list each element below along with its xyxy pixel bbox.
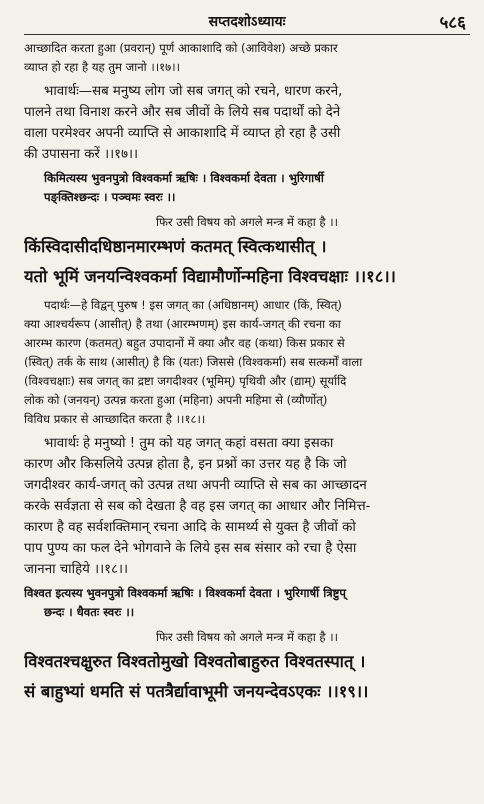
text-line: किमित्यस्य भुवनपुत्रो विश्वकर्मा ऋषिः । विश्वकर्मा देवता । भुरिगार्षी bbox=[44, 171, 324, 185]
text-line: जानना चाहिये ।।१८।। bbox=[24, 562, 129, 577]
text-line: विविध प्रकार से आच्छादित करता है ।।१८।। bbox=[24, 412, 206, 426]
text-line: कारण है वह सर्वशक्तिमान् रचना आदि के सामर्थ्य से युक्त है जीवों को bbox=[24, 520, 356, 535]
text-line: कारण और किसलिये उत्पन्न होता है, इन प्रश्नों का उत्तर यह है कि जो bbox=[24, 457, 347, 472]
mantra-line: यतो भूमिं जनयन्विश्वकर्मा विद्यामौर्णोन्महिना विश्वचक्षाः ।।१८।। bbox=[24, 267, 396, 286]
text-line: पालने तथा विनाश करने और सब जीवों के लिये सब पदार्थों को देने bbox=[24, 105, 341, 120]
text-line: भावार्थः—सब मनुष्य लोग जो सब जगत् को रचने, धारण करने, bbox=[44, 84, 343, 99]
bhavarth-18 bbox=[24, 433, 470, 580]
chapter-title: सप्तदशोऽध्यायः bbox=[208, 14, 286, 30]
mantra-line: विश्वतश्चक्षुरुत विश्वतोमुखो विश्वतोबाहुरुत विश्वतस्पात् । bbox=[24, 652, 366, 671]
page-header bbox=[24, 6, 470, 35]
mantra-intro-19: फिर उसी विषय को अगले मन्त्र में कहा है ।। bbox=[155, 630, 339, 644]
padarth-18 bbox=[24, 296, 470, 429]
text-line: की उपासना करें ।।१७।। bbox=[24, 147, 139, 162]
bhavarth-17 bbox=[24, 81, 470, 165]
text-line: आरम्भ कारण (कतमत्) बहुत उपादानों में क्या और वह (कथा) किस प्रकार से bbox=[24, 336, 345, 350]
text-line: पदार्थः—हे विद्वन् पुरुष ! इस जगत् का (अधिष्ठानम्) आधार (किं, स्वित्) bbox=[44, 298, 342, 312]
page-number: ५८६ bbox=[439, 13, 466, 33]
mantra-line: किंस्विदासीदधिष्ठानमारम्भणं कतमत् स्वित्कथासीत् । bbox=[24, 237, 327, 256]
text-line: पाप पुण्य का फल देने भोगवाने के लिये इस सब संसार को रचा है ऐसा bbox=[24, 541, 357, 556]
text-line: छन्दः । धैवतः स्वरः ।। bbox=[44, 605, 135, 619]
mantra-19 bbox=[24, 647, 470, 707]
text-line: आच्छादित करता हुआ (प्रवरान्) पूर्ण आकाशादि को (आविवेश) अच्छे प्रकार bbox=[24, 41, 338, 55]
text-line: भावार्थः हे मनुष्यो ! तुम को यह जगत् कहां वसता क्या इसका bbox=[44, 436, 334, 451]
text-line: जगदीश्वर कार्य-जगत् को उत्पन्न तथा अपनी व्याप्ति से सब का आच्छादन bbox=[24, 478, 367, 493]
mantra-18 bbox=[24, 232, 470, 292]
mantra-line: सं बाहुभ्यां धमति सं पतत्रैर्द्यावाभूमी जनयन्देवऽएकः ।।१९।। bbox=[24, 682, 369, 701]
padarth-continuation bbox=[24, 39, 470, 77]
rishi-devata-18 bbox=[24, 169, 470, 207]
text-line: क्या आश्चर्यरूप (आसीत्) है तथा (आरम्भणम्) इस कार्य-जगत् की रचना का bbox=[24, 317, 341, 331]
text-line: (विश्वचक्षाः) सब जगत् का द्रष्टा जगदीश्वर (भूमिम्) पृथिवी और (द्याम्) सूर्यादि bbox=[24, 374, 347, 388]
rishi-devata-19 bbox=[24, 584, 470, 622]
text-line: वाला परमेश्वर अपनी व्याप्ति से आकाशादि में व्याप्त हो रहा है उसी bbox=[24, 126, 341, 141]
text-line: विश्वत इत्यस्य भुवनपुत्रो विश्वकर्मा ऋषिः । विश्वकर्मा देवता । भुरिगार्षी त्रिष्टुप् bbox=[24, 586, 346, 600]
text-line: पङ्क्तिश्छन्दः । पञ्चमः स्वरः ।। bbox=[44, 190, 176, 204]
text-line: करके सर्वज्ञता से सब को देखता है वह इस जगत् का आधार और निमित्त- bbox=[24, 499, 371, 514]
text-line: (स्वित्) तर्क के साथ (आसीत्) है कि (यतः) जिससे (विश्वकर्मा) सब सत्कर्मों वाला bbox=[24, 355, 363, 369]
mantra-intro-18: फिर उसी विषय को अगले मन्त्र में कहा है ।। bbox=[155, 215, 339, 229]
text-line: लोक को (जनयन्) उत्पन्न करता हुआ (महिना) अपनी महिमा से (व्यौर्णोत्) bbox=[24, 393, 328, 407]
text-line: व्याप्त हो रहा है यह तुम जानो ।।१७।। bbox=[24, 60, 180, 74]
